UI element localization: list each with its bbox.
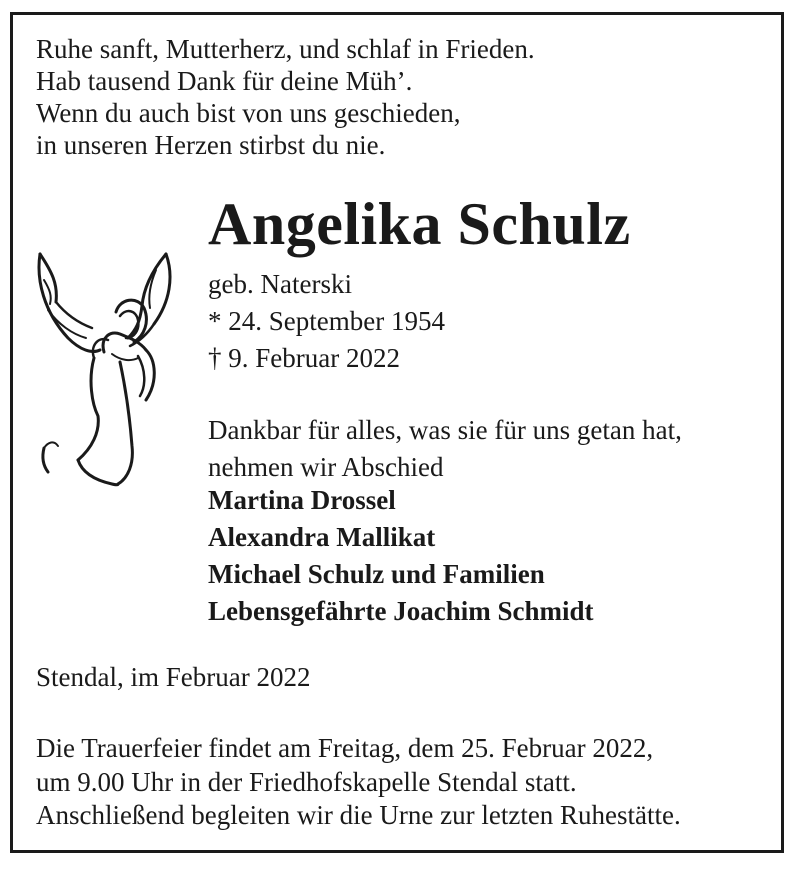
funeral-line: Anschließend begleiten wir die Urne zur letzten Ruhestätte. — [36, 800, 681, 830]
mourner-name: Lebensgefährte Joachim Schmidt — [208, 596, 594, 626]
deceased-name: Angelika Schulz — [208, 191, 631, 257]
poem-line: Hab tausend Dank für deine Müh’. — [36, 66, 413, 96]
thanks-line: nehmen wir Abschied — [208, 452, 444, 482]
mourner-name: Martina Drossel — [208, 485, 396, 515]
mourner-name: Michael Schulz und Familien — [208, 559, 545, 589]
funeral-info — [36, 732, 681, 833]
deceased-info — [208, 266, 445, 377]
thanks-line: Dankbar für alles, was sie für uns getan hat, — [208, 415, 682, 445]
poem-line: Ruhe sanft, Mutterherz, und schlaf in Frieden. — [36, 34, 535, 64]
birth-name: geb. Naterski — [208, 269, 352, 299]
poem-line: in unseren Herzen stirbst du nie. — [36, 130, 386, 160]
funeral-line: Die Trauerfeier findet am Freitag, dem 25. Februar 2022, — [36, 733, 654, 763]
thanks-text — [208, 412, 682, 486]
mourners-list — [208, 482, 593, 630]
place-date: Stendal, im Februar 2022 — [36, 662, 311, 692]
poem — [36, 33, 535, 161]
poem-line: Wenn du auch bist von uns geschieden, — [36, 98, 461, 128]
funeral-line: um 9.00 Uhr in der Friedhofskapelle Stendal statt. — [36, 766, 577, 797]
mourner-name: Alexandra Mallikat — [208, 522, 436, 552]
death-date: † 9. Februar 2022 — [208, 343, 400, 373]
birth-date: * 24. September 1954 — [208, 306, 445, 336]
angel-icon — [34, 250, 184, 490]
